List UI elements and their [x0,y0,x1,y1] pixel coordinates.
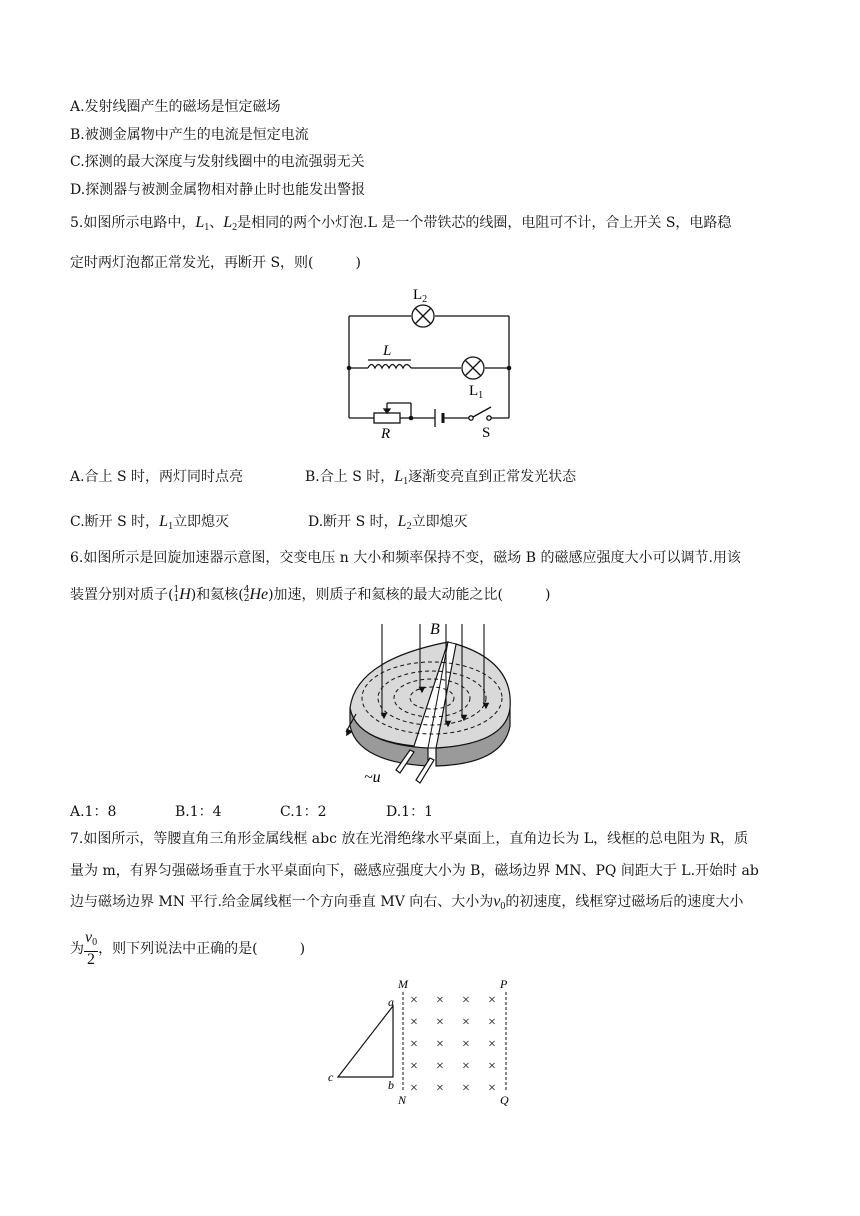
junction-dot [347,366,352,371]
label-p: P [500,977,508,991]
q6-option-a: A.1：8 [70,804,117,820]
field-cross: × [436,1015,444,1030]
field-cross: × [488,1081,496,1096]
rheostat-r [374,403,411,423]
q5-l2-symbol: $L_2$ [223,214,238,233]
q6-option-c: C.1：2 [280,804,327,820]
label-l2: $L_2$ [413,287,428,305]
q7-stem-line-2: 量为 m，有界匀强磁场垂直于水平桌面向下，磁感应强度大小为 B，磁场边界 MN、PQ 间距大于 L.开始时 ab [70,863,759,879]
field-cross: × [410,1037,418,1052]
q6-stem-line-1: 6.如图所示是回旋加速器示意图，交变电压 n 大小和频率保持不变，磁场 B 的磁感应强度大小可以调节.用该 [70,550,741,566]
triangle-frame-abc [338,1006,393,1077]
q6-cyclotron-diagram [338,620,518,792]
q5-l1-symbol: $L_1$ [195,214,210,233]
label-a: a [388,995,394,1009]
q5-option-c: C.断开 S 时，$L_1$立即熄灭 [70,513,230,532]
q5-stem-line-2: 定时两灯泡都正常发光，再断开 S，则( ) [70,255,361,271]
field-cross: × [436,1037,444,1052]
label-s: S [482,425,491,441]
junction-dot [507,366,512,371]
field-cross: × [410,1059,418,1074]
battery [435,409,443,427]
q5-option-a: A.合上 S 时，两灯同时点亮 [70,469,244,485]
label-q: Q [500,1093,509,1107]
label-l: L [383,343,392,359]
field-cross: × [436,993,444,1008]
q4-option-b: B.被测金属物中产生的电流是恒定电流 [70,127,309,143]
lamp-l2 [412,305,434,327]
field-cross: × [488,1037,496,1052]
q4-option-a: A.发射线圈产生的磁场是恒定磁场 [70,99,281,115]
field-cross: × [436,1081,444,1096]
q4-option-c: C.探测的最大深度与发射线圈中的电流强弱无关 [70,154,365,170]
label-b: B [430,621,440,638]
q5-stem-line-1: 5.如图所示电路中，$L_1$、$L_2$是相同的两个小灯泡.L 是一个带铁芯的线圈，电阻可不计，合上开关 S，电路稳 [70,214,732,233]
q5-option-d: D.断开 S 时，$L_2$立即熄灭 [308,513,468,532]
q7-stem-line-3: 边与磁场边界 MN 平行.给金属线框一个方向垂直 MV 向右、大小为$v_0$的初速度，线框穿过磁场后的速度大小 [70,893,744,912]
label-m: M [398,977,408,991]
field-cross: × [488,1015,496,1030]
q4-option-d: D.探测器与被测金属物相对静止时也能发出警报 [70,182,366,198]
q6-option-d: D.1：1 [386,804,433,820]
q7-stem-line-4: 为 $\frac{v_0}{2}$ ，则下列说法中正确的是( ) [70,929,306,968]
label-n: N [398,1093,407,1107]
field-cross: × [410,1081,418,1096]
label-u: ~u [364,769,381,786]
q7-stem-line-1: 7.如图所示，等腰直角三角形金属线框 abc 放在光滑绝缘水平桌面上，直角边长为 L，线框的总电阻为 R，质 [70,831,749,847]
field-cross: × [410,993,418,1008]
field-cross: × [462,1081,470,1096]
field-cross: × [436,1059,444,1074]
label-l1: $L_1$ [469,383,484,401]
q5-option-b: B.合上 S 时，$L_1$逐渐变亮直到正常发光状态 [305,468,577,487]
field-cross: × [462,1059,470,1074]
field-cross: × [462,1015,470,1030]
label-c: c [328,1070,334,1084]
inductor-l [368,360,411,368]
label-b: b [388,1078,394,1092]
field-cross: × [462,993,470,1008]
field-cross: × [410,1015,418,1030]
field-cross: × [488,993,496,1008]
field-cross: × [488,1059,496,1074]
lamp-l1 [462,357,484,379]
field-cross: × [462,1037,470,1052]
q6-option-b: B.1：4 [175,804,222,820]
label-r: R [381,426,391,442]
fraction-v0-over-2: $\frac{v_0}{2}$ [85,929,98,968]
q5-circuit-diagram [340,285,520,443]
q7-magnetic-field-diagram [328,976,528,1124]
q6-stem-line-2: 装置分别对质子( 1 1 H)和氦核( 4 2 He)加速，则质子和氦核的最大动能之比( ) [70,585,551,604]
switch-s [469,407,491,420]
